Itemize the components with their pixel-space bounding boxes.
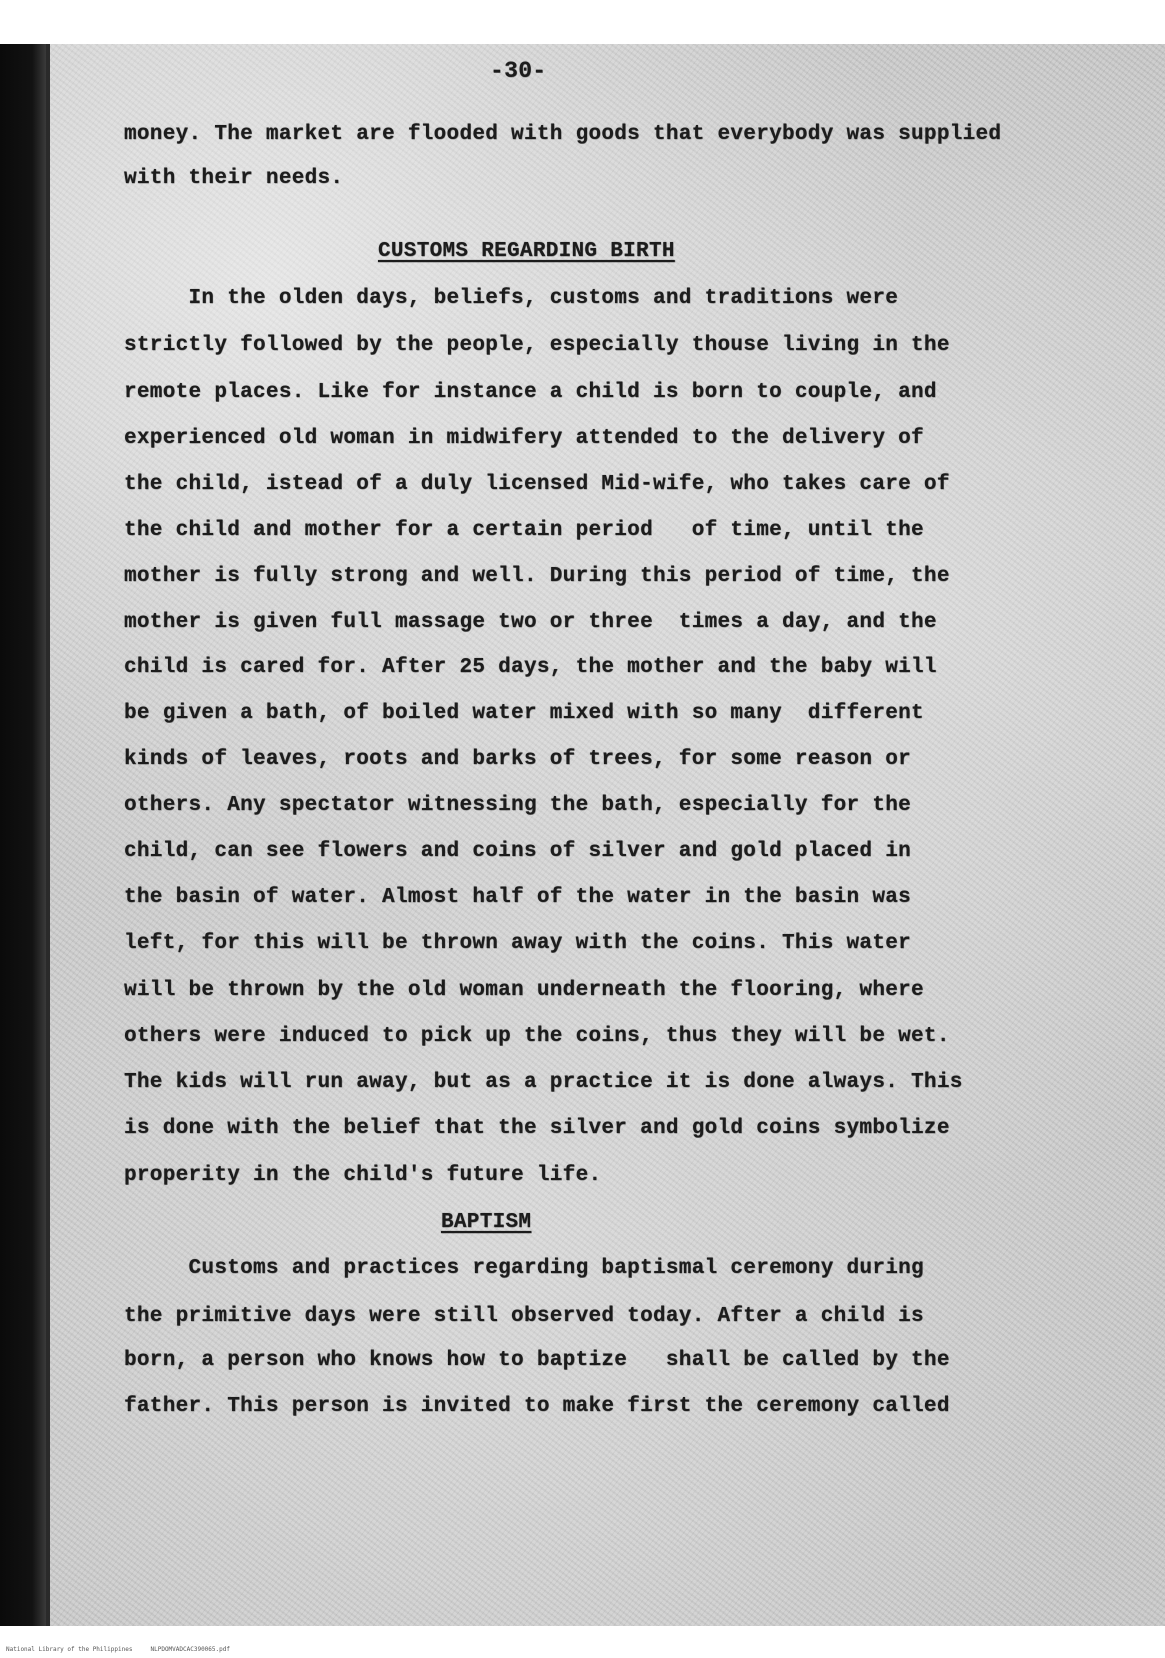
text-line: remote places. Like for instance a child is born to couple, and	[124, 381, 937, 404]
text-line: experienced old woman in midwifery attended to the delivery of	[124, 427, 924, 450]
text-line: the child, istead of a duly licensed Mid-wife, who takes care of	[124, 473, 950, 496]
text-line: money. The market are flooded with goods that everybody was supplied	[124, 123, 1002, 146]
text-line: be given a bath, of boiled water mixed with so many different	[124, 702, 924, 725]
section-heading-birth: CUSTOMS REGARDING BIRTH	[378, 240, 675, 263]
text-line: mother is given full massage two or three times a day, and the	[124, 611, 937, 634]
text-line: is done with the belief that the silver and gold coins symbolize	[124, 1117, 950, 1140]
text-line: kinds of leaves, roots and barks of trees, for some reason or	[124, 748, 912, 771]
text-line: the basin of water. Almost half of the water in the basin was	[124, 886, 912, 909]
text-line: child is cared for. After 25 days, the mother and the baby will	[124, 656, 937, 679]
text-line: the primitive days were still observed today. After a child is	[124, 1305, 924, 1328]
text-line: The kids will run away, but as a practice it is done always. This	[124, 1071, 963, 1094]
text-line: In the olden days, beliefs, customs and traditions were	[124, 287, 899, 310]
typewritten-sheet	[46, 44, 1165, 1626]
text-line: mother is fully strong and well. During this period of time, the	[124, 565, 950, 588]
text-line: properity in the child's future life.	[124, 1164, 602, 1187]
text-line: strictly followed by the people, especially thouse living in the	[124, 334, 950, 357]
scanner-edge	[0, 44, 46, 1626]
footer-source-line: National Library of the Philippines NLPDOMVADCAC390065.pdf	[6, 1646, 230, 1653]
text-line: born, a person who knows how to baptize shall be called by the	[124, 1349, 950, 1372]
text-line: with their needs.	[124, 167, 344, 190]
text-line: Customs and practices regarding baptismal ceremony during	[124, 1257, 924, 1280]
page-number: -30-	[490, 58, 547, 84]
text-line: others. Any spectator witnessing the bath, especially for the	[124, 794, 912, 817]
text-line: left, for this will be thrown away with the coins. This water	[124, 932, 912, 955]
text-line: child, can see flowers and coins of silver and gold placed in	[124, 840, 912, 863]
text-line: the child and mother for a certain period of time, until the	[124, 519, 924, 542]
text-line: others were induced to pick up the coins, thus they will be wet.	[124, 1025, 950, 1048]
text-line: will be thrown by the old woman underneath the flooring, where	[124, 979, 924, 1002]
text-line: father. This person is invited to make first the ceremony called	[124, 1395, 950, 1418]
section-heading-baptism: BAPTISM	[441, 1211, 532, 1234]
